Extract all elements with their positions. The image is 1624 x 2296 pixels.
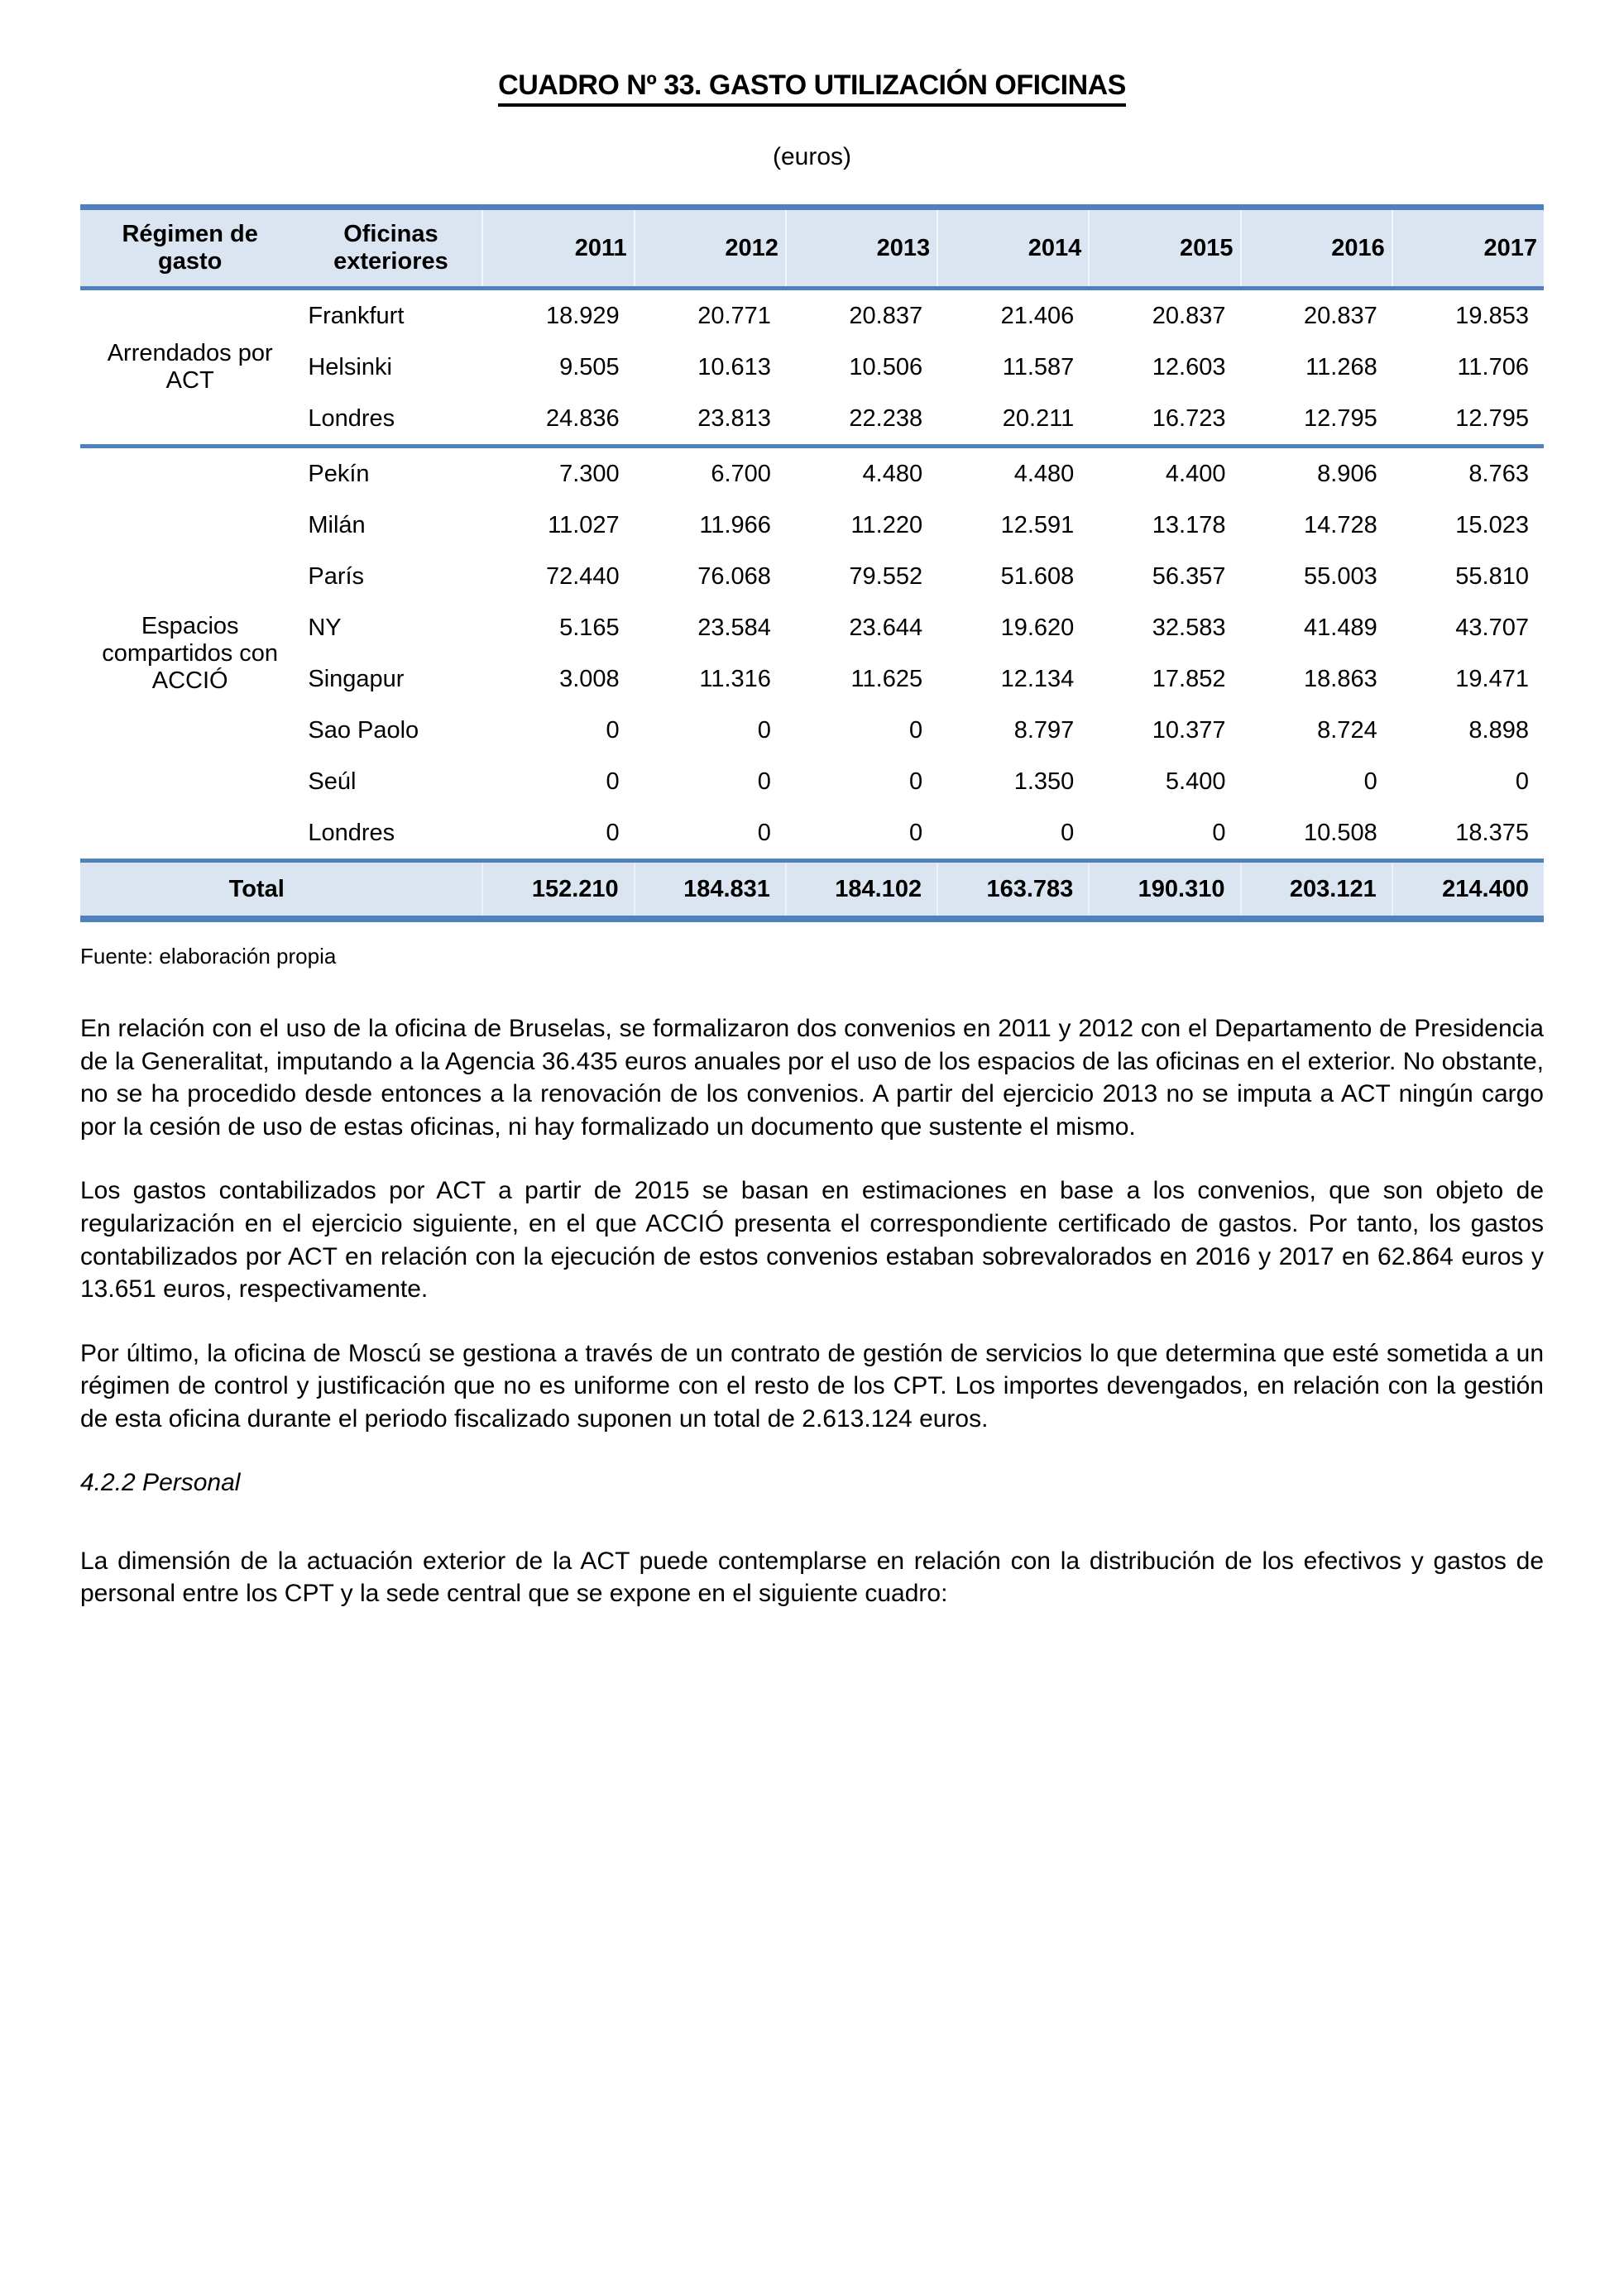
value-cell: 0 (606, 819, 620, 846)
value-cell: 11.625 (850, 665, 923, 692)
value-cell: 20.837 (1152, 302, 1226, 329)
value-cell: 0 (1061, 819, 1075, 846)
group-label-espacios: Espacios compartidos con ACCIÓ (102, 612, 279, 694)
table-row (80, 447, 1544, 500)
value-cell: 14.728 (1304, 511, 1377, 538)
table-row (80, 500, 1544, 551)
value-cell: 51.608 (1000, 562, 1075, 590)
value-cell: 16.723 (1152, 404, 1226, 432)
value-cell: 11.587 (1002, 353, 1075, 380)
value-cell: 19.853 (1455, 302, 1529, 329)
group-arrendados (80, 289, 1544, 447)
value-cell: 24.836 (545, 404, 620, 432)
value-cell: 20.837 (849, 302, 923, 329)
value-cell: 8.906 (1317, 460, 1377, 487)
value-cell: 9.505 (559, 353, 620, 380)
value-cell: 56.357 (1152, 562, 1226, 590)
value-cell: 20.211 (1002, 404, 1075, 432)
value-cell: 19.620 (1000, 614, 1075, 641)
paragraph-moscu: Por último, la oficina de Moscú se gestiona a través de un contrato de gestión de servicios lo que determina que esté sometida a un régimen de control y justificación que no es uniforme con el resto de los CPT. Los importes devengados, en relación con la gestión de esta oficina durante el periodo fiscalizado suponen un total de 2.613.124 euros. (80, 1339, 1544, 1433)
value-cell: 8.763 (1468, 460, 1529, 487)
total-label-cell: Total (80, 861, 482, 920)
value-cell: 10.613 (697, 353, 771, 380)
value-cell: 12.603 (1152, 353, 1226, 380)
table-row (80, 393, 1544, 447)
value-cell: 32.583 (1152, 614, 1226, 641)
value-cell: 20.771 (697, 302, 771, 329)
value-cell: 5.165 (559, 614, 620, 641)
value-cell: 10.377 (1152, 716, 1226, 744)
units-label: (euros) (772, 143, 852, 170)
total-value-cell: 184.102 (786, 861, 937, 920)
total-value-cell: 163.783 (937, 861, 1089, 920)
table-row (80, 756, 1544, 807)
value-cell: 55.003 (1304, 562, 1377, 590)
table-row (80, 289, 1544, 342)
value-cell: 13.178 (1152, 511, 1226, 538)
value-cell: 55.810 (1455, 562, 1529, 590)
table-row (80, 342, 1544, 393)
value-cell: 12.134 (1000, 665, 1075, 692)
value-cell: 0 (1363, 768, 1377, 795)
value-cell: 23.584 (697, 614, 771, 641)
value-cell: 79.552 (849, 562, 923, 590)
value-cell: 20.837 (1304, 302, 1377, 329)
paragraph-bruselas: En relación con el uso de la oficina de Bruselas, se formalizaron dos convenios en 2011 y 2012 con el Departamento de Presidencia de la Generalitat, imputando a la Agencia 36.435 euros anuales por el uso de los espacios de las oficinas en el exterior. No obstante, no se ha procedido desde entonces a la renovación de los convenios. A partir del ejercicio 2013 no se imputa a ACT ningún cargo por la cesión de uso de estas oficinas, ni hay formalizado un documento que sustente el mismo. (80, 1015, 1544, 1141)
column-header-2015: 2015 (1089, 208, 1240, 289)
value-cell: 6.700 (711, 460, 771, 487)
value-cell: 11.316 (699, 665, 771, 692)
value-cell: 76.068 (697, 562, 771, 590)
value-cell: 12.795 (1304, 404, 1377, 432)
value-cell: 0 (1212, 819, 1226, 846)
table-total-row (80, 861, 1544, 920)
value-cell: 11.027 (548, 511, 620, 538)
value-cell: 11.966 (699, 511, 771, 538)
value-cell: 12.591 (1000, 511, 1075, 538)
table-header-row (80, 208, 1544, 289)
office-cell: Frankfurt (308, 302, 405, 329)
office-cell: Pekín (308, 460, 370, 487)
value-cell: 4.480 (862, 460, 923, 487)
column-header-2013: 2013 (786, 208, 937, 289)
value-cell: 10.506 (849, 353, 923, 380)
value-cell: 0 (757, 819, 771, 846)
value-cell: 18.863 (1304, 665, 1377, 692)
column-header-2016: 2016 (1241, 208, 1392, 289)
total-value-cell: 203.121 (1241, 861, 1392, 920)
value-cell: 72.440 (545, 562, 620, 590)
office-cell: Helsinki (308, 353, 392, 380)
value-cell: 11.220 (850, 511, 923, 538)
group-espacios-compartidos (80, 447, 1544, 861)
value-cell: 22.238 (849, 404, 923, 432)
value-cell: 0 (606, 716, 620, 744)
office-cell: Milán (308, 511, 366, 538)
value-cell: 41.489 (1304, 614, 1377, 641)
value-cell: 11.706 (1457, 353, 1529, 380)
value-cell: 21.406 (1000, 302, 1075, 329)
value-cell: 1.350 (1013, 768, 1075, 795)
office-cell: Seúl (308, 768, 357, 795)
column-header-oficinas: Oficinas exteriores (299, 208, 482, 289)
value-cell: 23.813 (697, 404, 771, 432)
value-cell: 0 (908, 716, 923, 744)
total-value-cell: 214.400 (1392, 861, 1544, 920)
table-row (80, 551, 1544, 602)
total-value-cell: 184.831 (635, 861, 786, 920)
value-cell: 11.268 (1305, 353, 1377, 380)
value-cell: 12.795 (1455, 404, 1529, 432)
total-value-cell: 190.310 (1089, 861, 1240, 920)
value-cell: 0 (757, 716, 771, 744)
value-cell: 0 (908, 768, 923, 795)
page-title-text: CUADRO Nº 33. GASTO UTILIZACIÓN OFICINAS (498, 69, 1126, 107)
value-cell: 4.400 (1165, 460, 1226, 487)
value-cell: 43.707 (1455, 614, 1529, 641)
value-cell: 3.008 (559, 665, 620, 692)
page-title (80, 69, 1544, 102)
value-cell: 18.929 (545, 302, 620, 329)
column-header-regimen: Régimen de gasto (80, 208, 299, 289)
value-cell: 8.797 (1013, 716, 1075, 744)
column-header-2011: 2011 (482, 208, 634, 289)
value-cell: 4.480 (1013, 460, 1075, 487)
paragraph-dimension-personal: La dimensión de la actuación exterior de la ACT puede contemplarse en relación con la distribución de los efectivos y gastos de personal entre los CPT y la sede central que se expone en el siguiente cuadro: (80, 1547, 1544, 1608)
column-header-2017: 2017 (1392, 208, 1544, 289)
section-heading-personal: 4.2.2 Personal (80, 1468, 241, 1496)
paragraph-gastos-estimaciones: Los gastos contabilizados por ACT a partir de 2015 se basan en estimaciones en base a los convenios, que son objeto de regularización en el ejercicio siguiente, en el que ACCIÓ presenta el correspondiente certificado de gastos. Por tanto, los gastos contabilizados por ACT en relación con la ejecución de estos convenios estaban sobrevalorados en 2016 y 2017 en 62.864 euros y 13.651 euros, respectivamente. (80, 1177, 1544, 1303)
office-cell: Singapur (308, 665, 405, 692)
value-cell: 8.724 (1317, 716, 1377, 744)
group-label-arrendados: Arrendados por ACT (107, 340, 273, 394)
source-note: Fuente: elaboración propia (80, 944, 337, 969)
table-row (80, 602, 1544, 653)
value-cell: 0 (1515, 768, 1529, 795)
office-cell: NY (308, 614, 342, 641)
total-value-cell: 152.210 (482, 861, 634, 920)
office-cell: Londres (308, 404, 395, 432)
office-cell: París (308, 562, 365, 590)
value-cell: 10.508 (1304, 819, 1377, 846)
value-cell: 0 (908, 819, 923, 846)
value-cell: 23.644 (849, 614, 923, 641)
value-cell: 0 (757, 768, 771, 795)
value-cell: 8.898 (1468, 716, 1529, 744)
table-row (80, 705, 1544, 756)
value-cell: 17.852 (1152, 665, 1226, 692)
column-header-2012: 2012 (635, 208, 786, 289)
office-cell: Sao Paolo (308, 716, 419, 744)
table-row (80, 807, 1544, 861)
table-row (80, 653, 1544, 705)
value-cell: 19.471 (1455, 665, 1529, 692)
office-expenses-table (80, 204, 1544, 922)
value-cell: 18.375 (1455, 819, 1529, 846)
value-cell: 15.023 (1455, 511, 1529, 538)
office-cell: Londres (308, 819, 395, 846)
column-header-2014: 2014 (937, 208, 1089, 289)
value-cell: 0 (606, 768, 620, 795)
value-cell: 5.400 (1165, 768, 1226, 795)
value-cell: 7.300 (559, 460, 620, 487)
